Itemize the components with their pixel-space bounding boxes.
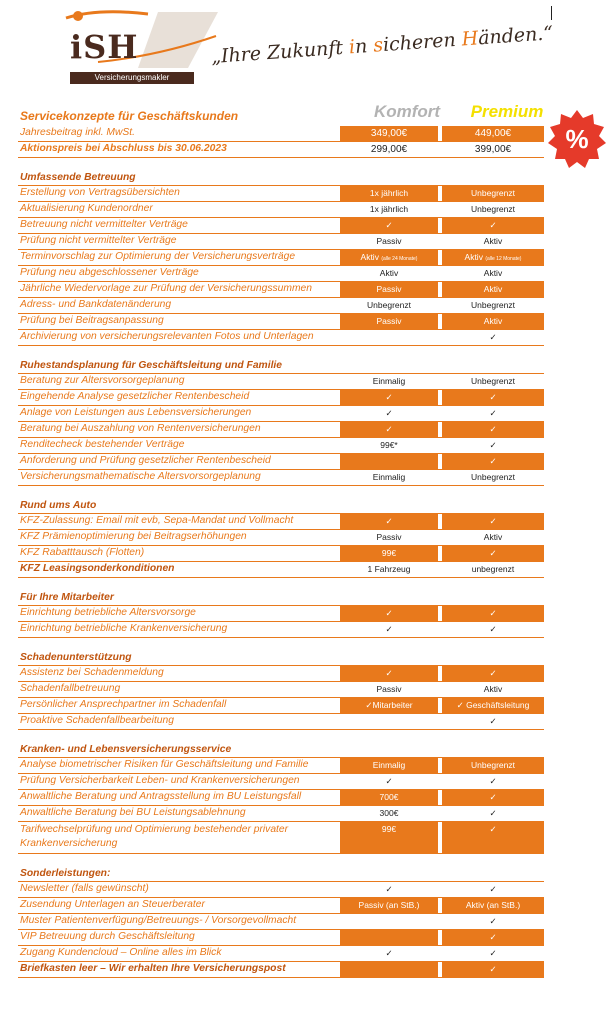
row-label: Zusendung Unterlagen an Steuerberater [20,899,205,910]
premium-cell [442,422,544,437]
row-label: Betreuung nicht vermittelter Verträge [20,219,188,230]
komfort-price: 349,00€ [340,126,438,141]
premium-value: Unbegrenzt [471,204,515,214]
premium-value: ✓ [489,808,497,818]
komfort-cell [340,470,438,485]
premium-cell [442,946,544,961]
table-row [18,682,544,698]
section-header [18,650,544,666]
komfort-cell [340,282,438,297]
row-label: Newsletter (falls gewünscht) [20,883,149,894]
komfort-value: Einmalig [372,472,406,482]
komfort-value: 1x jährlich [369,204,409,214]
row-label: Renditecheck bestehender Verträge [20,439,185,450]
komfort-value: Aktiv [360,252,379,262]
slogan [210,22,553,68]
premium-cell [442,266,544,281]
section-header [18,866,544,882]
section-title: Sonderleistungen: [20,868,111,879]
komfort-cell [340,514,438,529]
logo-subtitle: Versicherungsmakler [70,72,194,84]
table-row [18,822,544,854]
komfort-cell [340,218,438,233]
komfort-cell [340,314,438,329]
komfort-cell [340,530,438,545]
table-row [18,470,544,486]
premium-cell [442,530,544,545]
section-spacer [18,638,544,650]
premium-cell [442,914,544,929]
premium-cell [442,186,544,201]
company-logo [38,6,220,84]
row-label: Muster Patientenverfügung/Betreuungs- / Vorsorgevollmacht [20,915,297,926]
premium-cell [442,374,544,389]
premium-value: Unbegrenzt [471,760,515,770]
section-title: Rund ums Auto [20,500,97,511]
komfort-cell [340,330,438,345]
premium-cell [442,822,544,853]
premium-cell [442,774,544,789]
row-label: Analyse biometrischer Risiken für Geschäftsleitung und Familie [20,759,309,770]
komfort-cell [340,758,438,773]
price-row [18,126,544,142]
komfort-value: ✓ [385,392,393,402]
table-row [18,234,544,250]
section-spacer [18,486,544,498]
komfort-cell [340,374,438,389]
table-row [18,314,544,330]
premium-cell [442,806,544,821]
komfort-value: ✓ [385,884,393,894]
table-row [18,390,544,406]
table-row [18,266,544,282]
premium-cell [442,314,544,329]
section-spacer [18,158,544,170]
komfort-value: Passiv [376,684,402,694]
table-row [18,374,544,390]
komfort-value: ✓ [385,408,393,418]
price-label: Jahresbeitrag inkl. MwSt. [20,127,136,138]
plan-komfort-label: Komfort [373,102,441,121]
table-row [18,422,544,438]
section-header [18,742,544,758]
table-row [18,218,544,234]
table-row [18,406,544,422]
premium-value: ✓ [489,948,497,958]
table-row [18,666,544,682]
row-label: Adress- und Bankdatenänderung [20,299,172,310]
premium-cell [442,470,544,485]
promo-price-label: Aktionspreis bei Abschluss bis 30.06.2023 [20,143,227,154]
komfort-cell [340,898,438,913]
section-header [18,358,544,374]
premium-value: ✓ [489,440,497,450]
table-row [18,514,544,530]
premium-value: Unbegrenzt [471,472,515,482]
text-cursor [551,6,552,20]
premium-promo-price: 399,00€ [474,144,512,155]
komfort-value: 1 Fahrzeug [367,564,411,574]
row-label: Jährliche Wiedervorlage zur Prüfung der Versicherungssummen [20,283,312,294]
premium-value: Unbegrenzt [471,376,515,386]
komfort-value: ✓ [385,608,393,618]
premium-cell [442,202,544,217]
row-label: VIP Betreuung durch Geschäftsleitung [20,931,195,942]
section-title: Umfassende Betreuung [20,172,136,183]
komfort-cell [340,390,438,405]
komfort-value: ✓ [385,516,393,526]
section-header [18,590,544,606]
table-row [18,606,544,622]
interval-note: (alle 24 Monate) [381,256,418,262]
row-label: KFZ-Zulassung: Email mit evb, Sepa-Mandat und Vollmacht [20,515,294,526]
komfort-cell [340,962,438,977]
komfort-cell [340,454,438,469]
row-label: Einrichtung betriebliche Altersvorsorge [20,607,196,618]
table-row [18,202,544,218]
table-row [18,186,544,202]
komfort-cell [340,790,438,805]
table-row [18,962,544,978]
premium-value: ✓ [489,408,497,418]
premium-value: ✓ [489,516,497,526]
premium-price: 449,00€ [442,126,544,141]
percent-icon: % [565,124,589,154]
service-comparison-table [18,102,544,978]
komfort-value: Passiv [376,284,402,294]
row-label: Proaktive Schadenfallbearbeitung [20,715,174,726]
premium-cell [442,898,544,913]
komfort-cell [340,622,438,637]
row-label: Schadenfallbetreuung [20,683,121,694]
row-label: Erstellung von Vertragsübersichten [20,187,180,198]
komfort-cell [340,546,438,561]
table-row [18,930,544,946]
premium-value: Aktiv [483,284,503,294]
komfort-promo-price: 299,00€ [370,144,408,155]
premium-value: ✓ [489,608,497,618]
premium-cell [442,698,544,713]
komfort-value: 99€* [380,440,398,450]
komfort-cell [340,714,438,729]
premium-cell [442,282,544,297]
premium-cell [442,962,544,977]
row-label: Anlage von Leistungen aus Lebensversicherungen [20,407,252,418]
section-title: Für Ihre Mitarbeiter [20,592,114,603]
table-row [18,698,544,714]
row-label: Archivierung von versicherungsrelevanten Fotos und Unterlagen [20,331,314,342]
komfort-value: 300€ [379,808,399,818]
premium-value: Aktiv [464,252,483,262]
row-label: Anwaltliche Beratung bei BU Leistungsablehnung [20,807,246,818]
table-row [18,250,544,266]
premium-cell [442,454,544,469]
premium-cell [442,622,544,637]
premium-cell [442,514,544,529]
premium-cell [442,606,544,621]
komfort-value: 99€ [381,548,397,558]
premium-value: ✓ [489,624,497,634]
premium-cell [442,406,544,421]
table-row [18,546,544,562]
sections-container [18,158,544,978]
premium-cell [442,714,544,729]
premium-value: Aktiv (an StB.) [465,900,521,910]
table-row [18,898,544,914]
komfort-value: ✓Mitarbeiter [365,700,413,710]
row-label: Briefkasten leer – Wir erhalten Ihre Versicherungspost [20,963,286,974]
premium-value: unbegrenzt [471,564,515,574]
premium-value: ✓ [489,424,497,434]
premium-value: Aktiv [483,268,503,278]
premium-value: Aktiv [483,316,503,326]
komfort-cell [340,682,438,697]
premium-value: ✓ [489,792,497,802]
section-title: Ruhestandsplanung für Geschäftsleitung und Familie [20,360,283,371]
slogan-part: n [354,34,375,58]
komfort-value: Einmalig [372,760,406,770]
section-title: Schadenunterstützung [20,652,132,663]
row-label: KFZ Leasingsonderkonditionen [20,563,175,574]
komfort-cell [340,666,438,681]
komfort-value: Unbegrenzt [367,300,411,310]
komfort-cell [340,882,438,897]
section-spacer [18,730,544,742]
slogan-part: „Ihre Zukunft [210,36,350,68]
premium-value: ✓ [489,220,497,230]
komfort-cell [340,266,438,281]
section-spacer [18,854,544,866]
premium-value: Aktiv [483,532,503,542]
komfort-value: 700€ [379,792,399,802]
interval-note: (alle 12 Monate) [485,256,522,262]
row-label: Zugang Kundencloud – Online alles im Blick [20,947,222,958]
table-row [18,530,544,546]
komfort-value: ✓ [385,776,393,786]
row-label: Anwaltliche Beratung und Antragsstellung im BU Leistungsfall [20,791,302,802]
komfort-value: ✓ [385,624,393,634]
row-label: Prüfung neu abgeschlossener Verträge [20,267,199,278]
row-label: Persönlicher Ansprechpartner im Schadenfall [20,699,227,710]
plan-premium-label: Premium [470,102,544,121]
komfort-value: ✓ [385,220,393,230]
row-label: Beratung bei Auszahlung von Rentenversicherungen [20,423,261,434]
row-label: Prüfung nicht vermittelter Verträge [20,235,177,246]
komfort-cell [340,202,438,217]
komfort-value: Passiv [376,532,402,542]
komfort-cell [340,298,438,313]
komfort-cell [340,914,438,929]
komfort-cell [340,186,438,201]
premium-cell [442,298,544,313]
table-row [18,714,544,730]
premium-value: ✓ [489,884,497,894]
section-spacer [18,346,544,358]
komfort-cell [340,822,438,853]
premium-value: ✓ Geschäftsleitung [456,700,530,710]
row-label: Prüfung bei Beitragsanpassung [20,315,164,326]
komfort-cell [340,698,438,713]
komfort-cell [340,946,438,961]
premium-value: ✓ [489,824,497,834]
premium-value: ✓ [489,964,497,974]
komfort-value: Aktiv [379,268,399,278]
slogan-part: icheren [382,28,463,56]
premium-cell [442,390,544,405]
premium-cell [442,758,544,773]
premium-cell [442,438,544,453]
table-row [18,562,544,578]
section-header [18,170,544,186]
premium-cell [442,330,544,345]
premium-value: ✓ [489,456,497,466]
table-title: Servicekonzepte für Geschäftskunden [20,109,239,123]
komfort-cell [340,774,438,789]
section-spacer [18,578,544,590]
row-label: Einrichtung betriebliche Krankenversicherung [20,623,228,634]
komfort-value: Passiv (an StB.) [358,900,420,910]
table-row [18,790,544,806]
row-label: Aktualisierung Kundenordner [20,203,153,214]
row-label: Beratung zur Altersvorsorgeplanung [20,375,185,386]
premium-cell [442,930,544,945]
row-label: KFZ Prämienoptimierung bei Beitragserhöhungen [20,531,247,542]
premium-value: ✓ [489,932,497,942]
premium-cell [442,562,544,577]
row-label: Eingehende Analyse gesetzlicher Rentenbescheid [20,391,250,402]
table-row [18,330,544,346]
premium-cell [442,666,544,681]
premium-cell [442,882,544,897]
premium-cell [442,250,544,265]
komfort-cell [340,250,438,265]
section-header [18,498,544,514]
premium-value: Unbegrenzt [471,188,515,198]
table-row [18,454,544,470]
promo-price-row [18,142,544,158]
premium-cell [442,234,544,249]
row-label: Terminvorschlag zur Optimierung der Versicherungsverträge [20,251,296,262]
komfort-value: ✓ [385,424,393,434]
komfort-value: ✓ [385,948,393,958]
premium-cell [442,790,544,805]
komfort-value: 99€ [381,824,397,834]
komfort-value: Einmalig [372,376,406,386]
komfort-cell [340,438,438,453]
slogan-part: änden.“ [477,22,554,50]
premium-value: ✓ [489,392,497,402]
premium-value: ✓ [489,716,497,726]
komfort-cell [340,422,438,437]
table-row [18,622,544,638]
table-row [18,882,544,898]
premium-value: Aktiv [483,684,503,694]
komfort-value: Passiv [376,236,402,246]
komfort-cell [340,406,438,421]
table-row [18,282,544,298]
premium-value: ✓ [489,916,497,926]
premium-value: Unbegrenzt [471,300,515,310]
komfort-cell [340,234,438,249]
komfort-cell [340,562,438,577]
komfort-value: ✓ [385,668,393,678]
table-row [18,774,544,790]
logo-name: iSH [70,28,139,66]
komfort-cell [340,930,438,945]
komfort-value: 1x jährlich [369,188,409,198]
discount-badge [548,110,606,168]
row-label: Anforderung und Prüfung gesetzlicher Rentenbescheid [20,455,271,466]
row-label: Prüfung Versicherbarkeit Leben- und Krankenversicherungen [20,775,300,786]
row-label: Assistenz bei Schadenmeldung [20,667,164,678]
komfort-value: Passiv [376,316,402,326]
premium-value: Aktiv [483,236,503,246]
slogan-accent: s [372,34,384,57]
komfort-cell [340,806,438,821]
premium-value: ✓ [489,548,497,558]
table-row [18,438,544,454]
row-label: Tarifwechselprüfung und Optimierung bestehender privater Krankenversicherung [20,824,289,849]
premium-value: ✓ [489,332,497,342]
row-label: KFZ Rabatttausch (Flotten) [20,547,145,558]
premium-cell [442,218,544,233]
row-label: Versicherungsmathematische Altersvorsorgeplanung [20,471,261,482]
premium-value: ✓ [489,776,497,786]
section-title: Kranken- und Lebensversicherungsservice [20,744,232,755]
table-row [18,298,544,314]
komfort-cell [340,606,438,621]
table-row [18,946,544,962]
table-row [18,806,544,822]
table-row [18,914,544,930]
table-header [18,102,544,126]
slogan-accent: i [348,35,356,59]
premium-cell [442,682,544,697]
table-row [18,758,544,774]
premium-cell [442,546,544,561]
premium-value: ✓ [489,668,497,678]
slogan-accent: H [460,27,479,51]
